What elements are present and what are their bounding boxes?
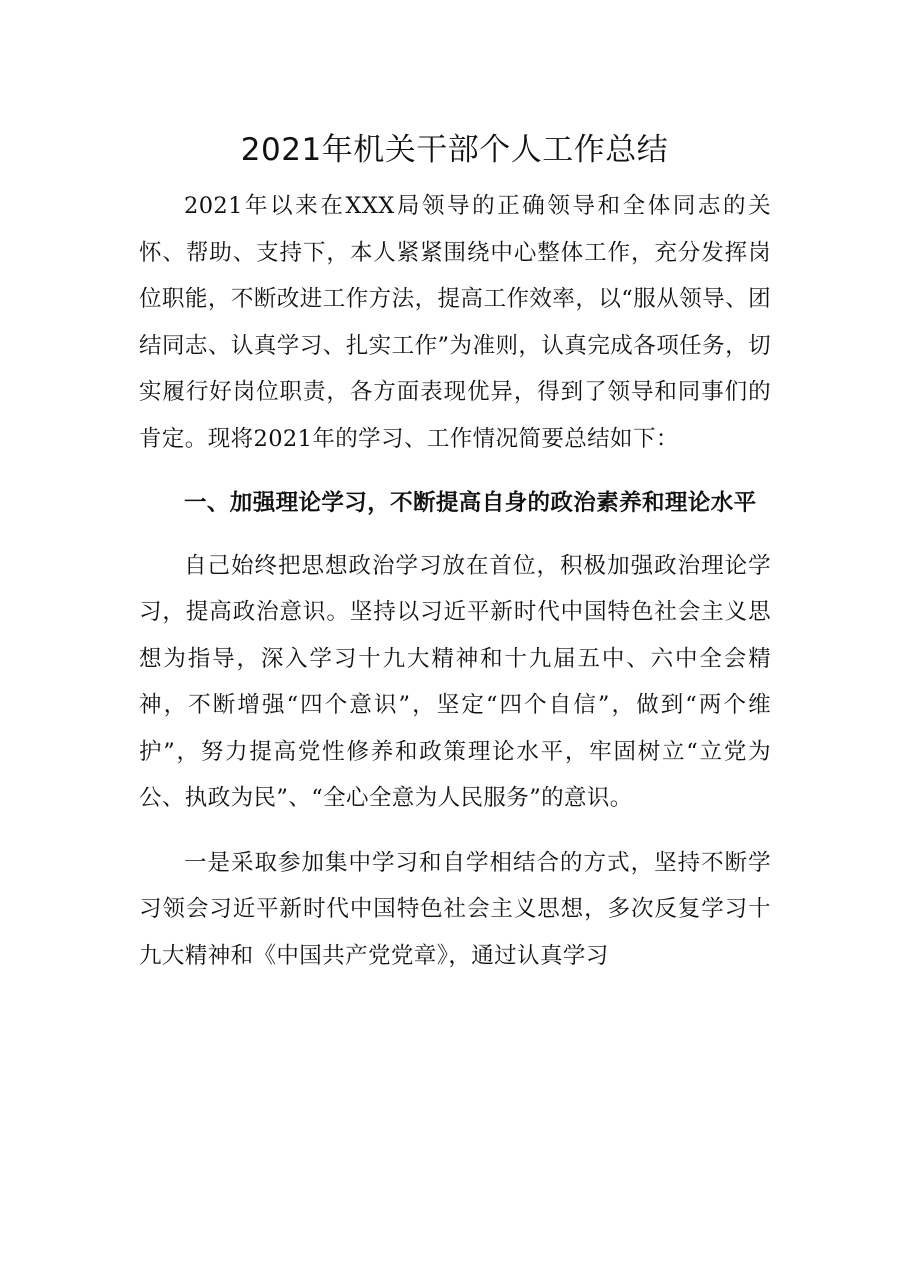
intro-paragraph: 2021年以来在XXX局领导的正确领导和全体同志的关怀、帮助、支持下，本人紧紧围绕中心整体工作，充分发挥岗位职能，不断改进工作方法，提高工作效率，以“服从领导、团结同志、认真学习、扎实工作”为准则，认真完成各项任务，切实履行好岗位职责，各方面表现优异，得到了领导和同事们的肯定。现将2021年的学习、工作情况简要总结如下： bbox=[139, 193, 771, 452]
document-body bbox=[139, 183, 771, 979]
section-heading: 一、加强理论学习，不断提高自身的政治素养和理论水平 bbox=[184, 490, 757, 516]
section-paragraph: 一是采取参加集中学习和自学相结合的方式，坚持不断学习领会习近平新时代中国特色社会主义思想，多次反复学习十九大精神和《中国共产党党章》，通过认真学习 bbox=[139, 849, 771, 969]
section-paragraph: 自己始终把思想政治学习放在首位，积极加强政治理论学习，提高政治意识。坚持以习近平新时代中国特色社会主义思想为指导，深入学习十九大精神和十九届五中、六中全会精神，不断增强“四个意识”，坚定“四个自信”，做到“两个维护”，努力提高党性修养和政策理论水平，牢固树立“立党为公、执政为民”、“全心全意为人民服务”的意识。 bbox=[139, 552, 771, 811]
paragraph-spacer bbox=[139, 822, 771, 840]
document-title: 2021年机关干部个人工作总结 bbox=[240, 132, 669, 168]
